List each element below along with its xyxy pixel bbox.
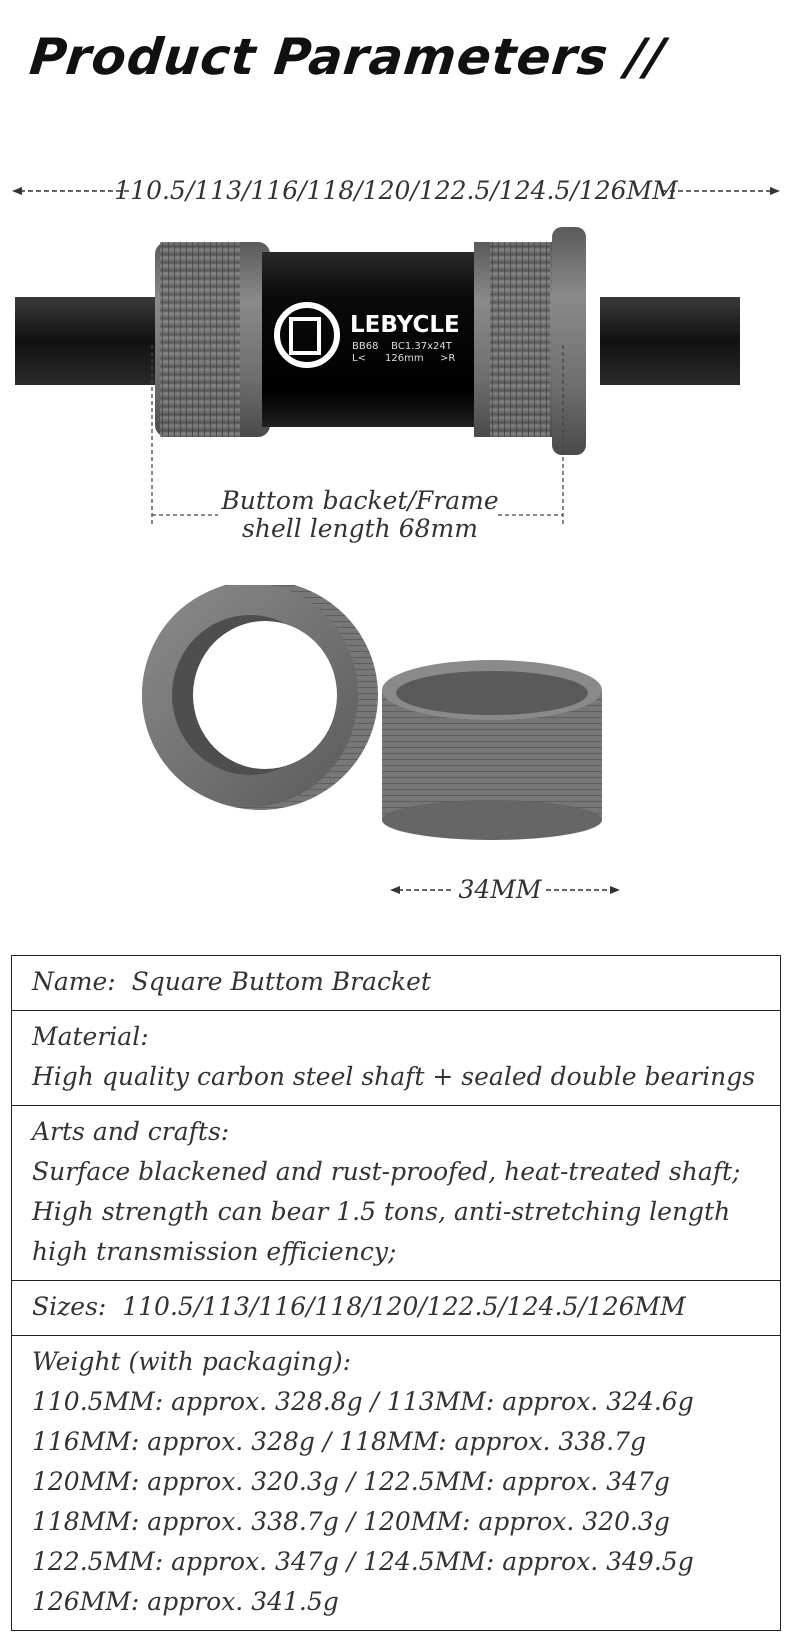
spec-row-name bbox=[12, 956, 780, 1011]
spec-line-2-left: L< bbox=[352, 353, 366, 364]
spec-row-sizes bbox=[12, 1281, 780, 1336]
name-label: Name: bbox=[32, 967, 116, 996]
spec-row-material bbox=[12, 1011, 780, 1106]
spec-table bbox=[11, 955, 781, 1631]
crafts-label: Arts and crafts: bbox=[32, 1117, 230, 1146]
weight-line: 122.5MM: approx. 347g / 124.5MM: approx. 349.5g bbox=[32, 1547, 694, 1576]
weight-line: 120MM: approx. 320.3g / 122.5MM: approx. 347g bbox=[32, 1467, 670, 1496]
sizes-label: Sizes: bbox=[32, 1292, 107, 1321]
spec-row-crafts bbox=[12, 1106, 780, 1281]
weight-line: 110.5MM: approx. 328.8g / 113MM: approx. 324.6g bbox=[32, 1387, 694, 1416]
name-value: Square Buttom Bracket bbox=[131, 967, 431, 996]
brand-label: LEBYCLE bbox=[350, 312, 460, 338]
page-title: Product Parameters // bbox=[26, 28, 669, 86]
spec-line-2-mid: 126mm bbox=[385, 353, 424, 364]
crafts-line: High strength can bear 1.5 tons, anti-stretching length bbox=[32, 1197, 731, 1226]
weight-line: 118MM: approx. 338.7g / 120MM: approx. 320.3g bbox=[32, 1507, 670, 1536]
cups-image bbox=[130, 585, 650, 915]
crafts-line: high transmission efficiency; bbox=[32, 1237, 397, 1266]
weight-line: 126MM: approx. 341.5g bbox=[32, 1587, 339, 1616]
material-value: High quality carbon steel shaft + sealed double bearings bbox=[32, 1062, 756, 1091]
crafts-line: Surface blackened and rust-proofed, heat-treated shaft; bbox=[32, 1157, 741, 1186]
cup-width-dimension bbox=[390, 875, 630, 905]
material-label: Material: bbox=[32, 1022, 149, 1051]
weight-label: Weight (with packaging): bbox=[32, 1347, 352, 1376]
spec-line-2-right: >R bbox=[440, 353, 456, 364]
shell-label-line2: shell length 68mm bbox=[242, 514, 478, 543]
spec-line-1: BB68 BC1.37x24T bbox=[352, 341, 452, 352]
overall-length-label: 110.5/113/116/118/120/122.5/124.5/126MM bbox=[114, 178, 678, 204]
bottom-bracket-image bbox=[0, 215, 790, 575]
cup-width-label: 34MM bbox=[458, 875, 542, 904]
spec-row-weight bbox=[12, 1336, 780, 1630]
sizes-value: 110.5/113/116/118/120/122.5/124.5/126MM bbox=[122, 1292, 686, 1321]
weight-line: 116MM: approx. 328g / 118MM: approx. 338.7g bbox=[32, 1427, 646, 1456]
overall-length-dimension bbox=[12, 178, 780, 204]
shell-label-line1: Buttom backet/Frame bbox=[221, 486, 499, 515]
